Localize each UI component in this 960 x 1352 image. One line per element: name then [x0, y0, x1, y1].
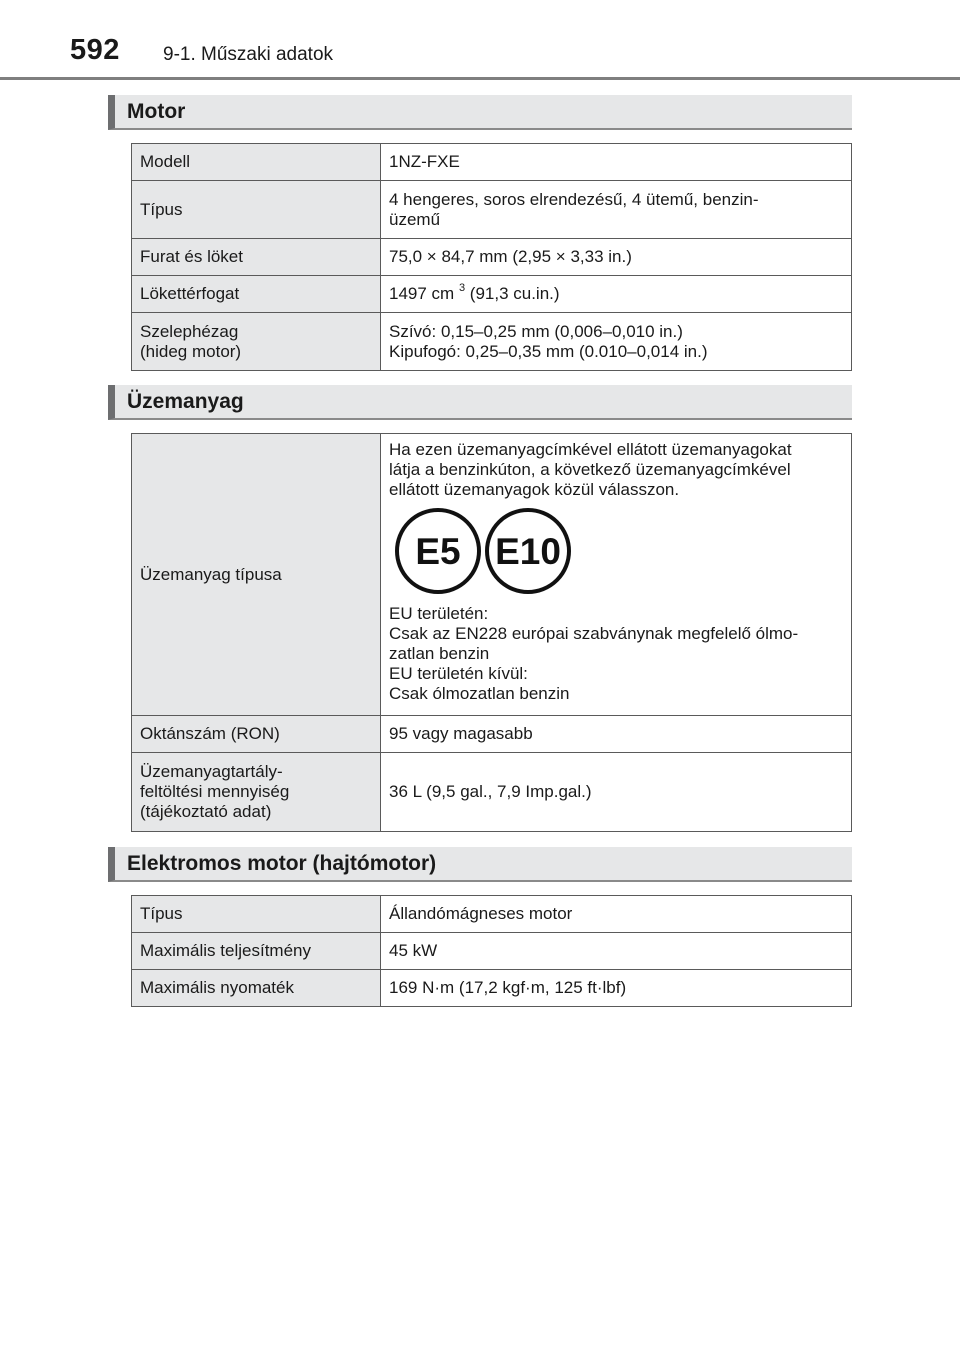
row-value: Állandómágneses motor [381, 896, 852, 933]
fuel-label-graphic [395, 506, 595, 596]
row-label: Típus [132, 896, 381, 933]
text-line: Csak ólmozatlan benzin [389, 684, 570, 703]
value-superscript: 3 [458, 282, 466, 295]
row-value-line: 4 hengeres, soros elrendezésű, 4 ütemű, benzin- [389, 189, 759, 209]
table-row [132, 313, 852, 371]
fuel-spec-table [131, 433, 852, 832]
table-row [132, 716, 852, 753]
row-value [381, 181, 852, 239]
row-value-line: Szívó: 0,15–0,25 mm (0,006–0,010 in.) [389, 321, 683, 341]
value-text: (91,3 cu.in.) [465, 284, 560, 303]
text-line: EU területén kívül: [389, 664, 528, 683]
text-line: EU területén: [389, 604, 489, 623]
row-label-line: (hideg motor) [140, 341, 242, 361]
e10-label-icon [487, 510, 569, 592]
row-label: Furat és löket [132, 239, 381, 276]
text-line: Csak az EN228 európai szabványnak megfelelő ólmo- [389, 624, 799, 643]
row-label [132, 753, 381, 832]
table-row [132, 144, 852, 181]
header-rule [0, 77, 960, 80]
e10-label-text: E10 [495, 531, 561, 572]
fuel-label-icons [395, 506, 843, 596]
row-value-line: Kipufogó: 0,25–0,35 mm (0.010–0,014 in.) [389, 341, 708, 361]
row-label: Oktánszám (RON) [132, 716, 381, 753]
row-label: Modell [132, 144, 381, 181]
text-line: látja a benzinkúton, a következő üzemanyagcímkével [389, 460, 791, 479]
section-heading-text: Üzemanyag [127, 390, 244, 413]
text-line: Ha ezen üzemanyagcímkével ellátott üzemanyagokat [389, 440, 792, 459]
row-label: Típus [132, 181, 381, 239]
fuel-intro [389, 434, 843, 500]
page-number: 592 [70, 34, 120, 66]
table-row [132, 933, 852, 970]
row-value: 169 N·m (17,2 kgf·m, 125 ft·lbf) [381, 970, 852, 1007]
row-label-line: Szelephézag [140, 321, 239, 341]
fuel-after [389, 604, 843, 704]
row-label-line: feltöltési mennyiség [140, 782, 290, 801]
row-label-line: Üzemanyagtartály- [140, 762, 283, 781]
table-row [132, 181, 852, 239]
e5-label-icon [397, 510, 479, 592]
section-heading-motor [108, 95, 852, 130]
row-label: Maximális teljesítmény [132, 933, 381, 970]
table-row [132, 276, 852, 313]
chapter-title: 9-1. Műszaki adatok [163, 44, 334, 65]
row-value: 36 L (9,5 gal., 7,9 Imp.gal.) [381, 753, 852, 832]
row-label: Lökettérfogat [132, 276, 381, 313]
section-heading-text: Motor [127, 100, 186, 123]
table-row [132, 970, 852, 1007]
table-row [132, 434, 852, 716]
row-label: Üzemanyag típusa [132, 434, 381, 716]
row-value [381, 313, 852, 371]
row-label-line: (tájékoztató adat) [140, 802, 272, 821]
table-row [132, 896, 852, 933]
value-text: 1497 cm [389, 284, 459, 303]
row-value [381, 276, 852, 313]
electric-motor-spec-table [131, 895, 852, 1007]
row-value: 75,0 × 84,7 mm (2,95 × 3,33 in.) [381, 239, 852, 276]
text-line: zatlan benzin [389, 644, 490, 663]
row-label: Maximális nyomaték [132, 970, 381, 1007]
row-value-line: üzemű [389, 209, 441, 229]
table-row [132, 753, 852, 832]
row-value: 1NZ-FXE [381, 144, 852, 181]
row-value [381, 434, 852, 716]
table-row [132, 239, 852, 276]
row-label [132, 313, 381, 371]
row-value: 95 vagy magasabb [381, 716, 852, 753]
row-value: 45 kW [381, 933, 852, 970]
motor-spec-table [131, 143, 852, 371]
section-heading-text: Elektromos motor (hajtómotor) [127, 852, 437, 875]
section-heading-fuel [108, 385, 852, 420]
text-line: ellátott üzemanyagok közül válasszon. [389, 480, 680, 499]
section-heading-electric-motor [108, 847, 852, 882]
e5-label-text: E5 [415, 531, 461, 572]
